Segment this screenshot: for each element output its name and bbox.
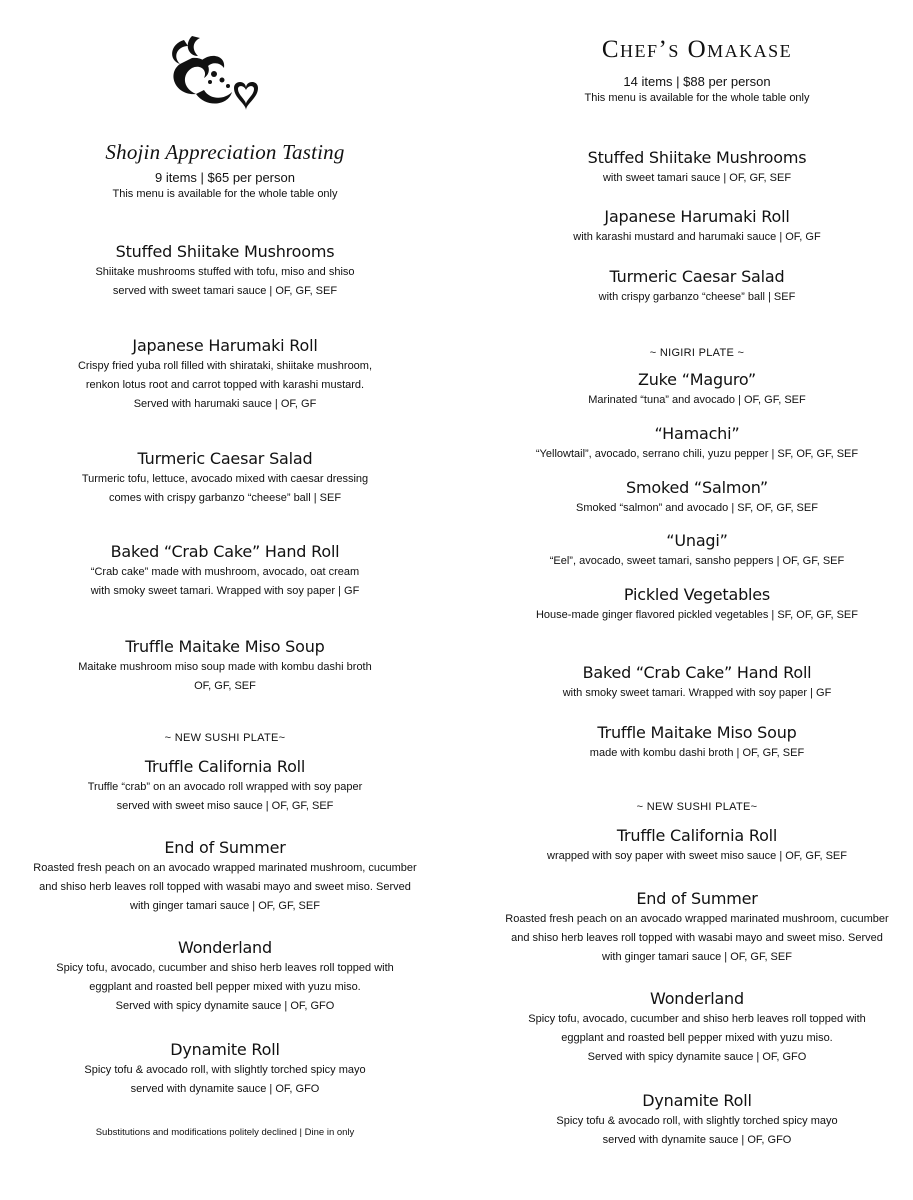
description-line: Roasted fresh peach on an avocado wrapped marinated mushroom, cucumber [505, 913, 889, 925]
item-name: Japanese Harumaki Roll [132, 336, 318, 355]
description-line: “Yellowtail”, avocado, serrano chili, yuzu pepper | SF, OF, GF, SEF [535, 448, 859, 460]
item-name: End of Summer [164, 838, 286, 857]
description-line: with crispy garbanzo “cheese” ball | SEF [598, 291, 796, 303]
item-description [497, 288, 897, 307]
restaurant-logo-icon [162, 34, 262, 114]
description-line: Crispy fried yuba roll filled with shirataki, shiitake mushroom, [77, 360, 373, 372]
description-line: Spicy tofu, avocado, cucumber and shiso herb leaves roll topped with [528, 1013, 866, 1025]
menu-item [497, 148, 897, 188]
description-line: made with kombu dashi broth | OF, GF, SEF [589, 747, 805, 759]
description-line: Spicy tofu, avocado, cucumber and shiso herb leaves roll topped with [56, 962, 394, 974]
description-line: Spicy tofu & avocado roll, with slightly torched spicy mayo [556, 1115, 838, 1127]
description-line: and shiso herb leaves roll topped with wasabi mayo and sweet miso. Served [39, 881, 411, 893]
item-description [30, 263, 420, 301]
item-description [30, 658, 420, 696]
description-line: Smoked “salmon” and avocado | SF, OF, GF, SEF [576, 502, 818, 514]
description-line: Truffle “crab” on an avocado roll wrapped with soy paper [87, 781, 363, 793]
menu-item [30, 542, 420, 601]
menu-item [497, 207, 897, 247]
menu-item [30, 637, 420, 696]
item-description [497, 445, 897, 464]
item-description [30, 563, 420, 601]
item-description [497, 744, 897, 763]
item-name: Truffle Maitake Miso Soup [125, 637, 325, 656]
menu-item [497, 478, 897, 518]
menu-item [497, 663, 897, 703]
shojin-title: Shojin Appreciation Tasting [105, 140, 345, 164]
menu-item [497, 267, 897, 307]
shojin-header [30, 140, 420, 200]
menu-item [30, 938, 420, 1016]
item-description [10, 859, 440, 916]
item-description [497, 391, 897, 410]
menu-item [10, 838, 440, 916]
item-description [497, 606, 897, 625]
item-description [30, 1061, 420, 1099]
footer-note: Substitutions and modifications politely declined | Dine in only [95, 1127, 355, 1138]
description-line: wrapped with soy paper with sweet miso sauce | OF, GF, SEF [547, 850, 847, 862]
item-name: Dynamite Roll [642, 1091, 752, 1110]
description-line: Served with spicy dynamite sauce | OF, GFO [115, 1000, 335, 1012]
description-line: Marinated “tuna” and avocado | OF, GF, SEF [588, 394, 806, 406]
item-name: Stuffed Shiitake Mushrooms [587, 148, 807, 167]
description-line: Maitake mushroom miso soup made with kombu dashi broth [78, 661, 372, 673]
description-line: and shiso herb leaves roll topped with wasabi mayo and sweet miso. Served [511, 932, 883, 944]
item-name: Stuffed Shiitake Mushrooms [115, 242, 335, 261]
item-description [497, 169, 897, 188]
description-line: served with dynamite sauce | OF, GFO [602, 1134, 792, 1146]
item-description [487, 910, 907, 967]
item-description [30, 959, 420, 1016]
menu-item [497, 989, 897, 1067]
description-line: served with sweet tamari sauce | OF, GF, SEF [112, 285, 338, 297]
item-description [497, 1112, 897, 1150]
sushi-plate-section-label: ~ NEW SUSHI PLATE~ [636, 801, 758, 813]
menu-item [30, 242, 420, 301]
menu-item [497, 585, 897, 625]
item-name: Pickled Vegetables [623, 585, 771, 604]
description-line: Served with harumaki sauce | OF, GF [133, 398, 317, 410]
description-line: with ginger tamari sauce | OF, GF, SEF [602, 951, 792, 963]
description-line: Spicy tofu & avocado roll, with slightly torched spicy mayo [84, 1064, 366, 1076]
item-name: “Hamachi” [654, 424, 740, 443]
menu-item [30, 757, 420, 816]
menu-item [497, 826, 897, 866]
description-line: eggplant and roasted bell pepper mixed with yuzu miso. [561, 1032, 833, 1044]
description-line: Roasted fresh peach on an avocado wrapped marinated mushroom, cucumber [33, 862, 417, 874]
description-line: Shiitake mushrooms stuffed with tofu, miso and shiso [95, 266, 355, 278]
menu-item [497, 424, 897, 464]
omakase-title: Chef’s Omakase [601, 36, 793, 63]
item-name: Truffle Maitake Miso Soup [597, 723, 797, 742]
item-description [30, 778, 420, 816]
item-description [497, 552, 897, 571]
item-description [497, 847, 897, 866]
menu-item [497, 370, 897, 410]
omakase-price: 14 items | $88 per person [623, 74, 771, 89]
description-line: “Crab cake” made with mushroom, avocado, oat cream [90, 566, 360, 578]
description-line: with smoky sweet tamari. Wrapped with soy paper | GF [562, 687, 832, 699]
description-line: with karashi mustard and harumaki sauce | OF, GF [573, 231, 821, 243]
item-name: Baked “Crab Cake” Hand Roll [582, 663, 812, 682]
item-name: Wonderland [178, 938, 272, 957]
menu-item [497, 723, 897, 763]
description-line: House-made ginger flavored pickled vegetables | SF, OF, GF, SEF [535, 609, 858, 621]
item-description [497, 684, 897, 703]
item-description [497, 1010, 897, 1067]
description-line: served with sweet miso sauce | OF, GF, SEF [116, 800, 334, 812]
item-name: Japanese Harumaki Roll [604, 207, 790, 226]
description-line: with smoky sweet tamari. Wrapped with soy paper | GF [90, 585, 360, 597]
description-line: with sweet tamari sauce | OF, GF, SEF [602, 172, 792, 184]
description-line: Served with spicy dynamite sauce | OF, GFO [587, 1051, 807, 1063]
description-line: eggplant and roasted bell pepper mixed with yuzu miso. [89, 981, 361, 993]
description-line: comes with crispy garbanzo “cheese” ball | SEF [108, 492, 342, 504]
item-name: End of Summer [636, 889, 758, 908]
item-name: Turmeric Caesar Salad [137, 449, 313, 468]
shojin-price: 9 items | $65 per person [155, 170, 295, 185]
sushi-plate-section-label: ~ NEW SUSHI PLATE~ [164, 732, 286, 744]
item-name: Smoked “Salmon” [626, 478, 768, 497]
item-description [497, 499, 897, 518]
description-line: OF, GF, SEF [194, 680, 256, 692]
description-line: with ginger tamari sauce | OF, GF, SEF [130, 900, 320, 912]
menu-item [30, 336, 420, 414]
item-name: Zuke “Maguro” [637, 370, 757, 389]
item-name: Baked “Crab Cake” Hand Roll [110, 542, 340, 561]
description-line: “Eel”, avocado, sweet tamari, sansho peppers | OF, GF, SEF [549, 555, 845, 567]
item-description [497, 228, 897, 247]
menu-item [30, 1040, 420, 1099]
menu-item [497, 531, 897, 571]
description-line: renkon lotus root and carrot topped with karashi mustard. [85, 379, 365, 391]
omakase-header [497, 36, 897, 104]
item-description [30, 470, 420, 508]
item-name: Wonderland [650, 989, 744, 1008]
description-line: Turmeric tofu, lettuce, avocado mixed with caesar dressing [81, 473, 369, 485]
nigiri-plate-section-label: ~ NIGIRI PLATE ~ [649, 347, 745, 359]
item-name: Truffle California Roll [616, 826, 778, 845]
item-description [30, 357, 420, 414]
item-name: “Unagi” [666, 531, 728, 550]
menu-item [30, 449, 420, 508]
item-name: Dynamite Roll [170, 1040, 280, 1059]
menu-item [497, 1091, 897, 1150]
menu-item [487, 889, 907, 967]
omakase-table-note: This menu is available for the whole table only [584, 92, 810, 104]
item-name: Turmeric Caesar Salad [609, 267, 785, 286]
description-line: served with dynamite sauce | OF, GFO [130, 1083, 320, 1095]
item-name: Truffle California Roll [144, 757, 306, 776]
shojin-table-note: This menu is available for the whole table only [112, 188, 338, 200]
